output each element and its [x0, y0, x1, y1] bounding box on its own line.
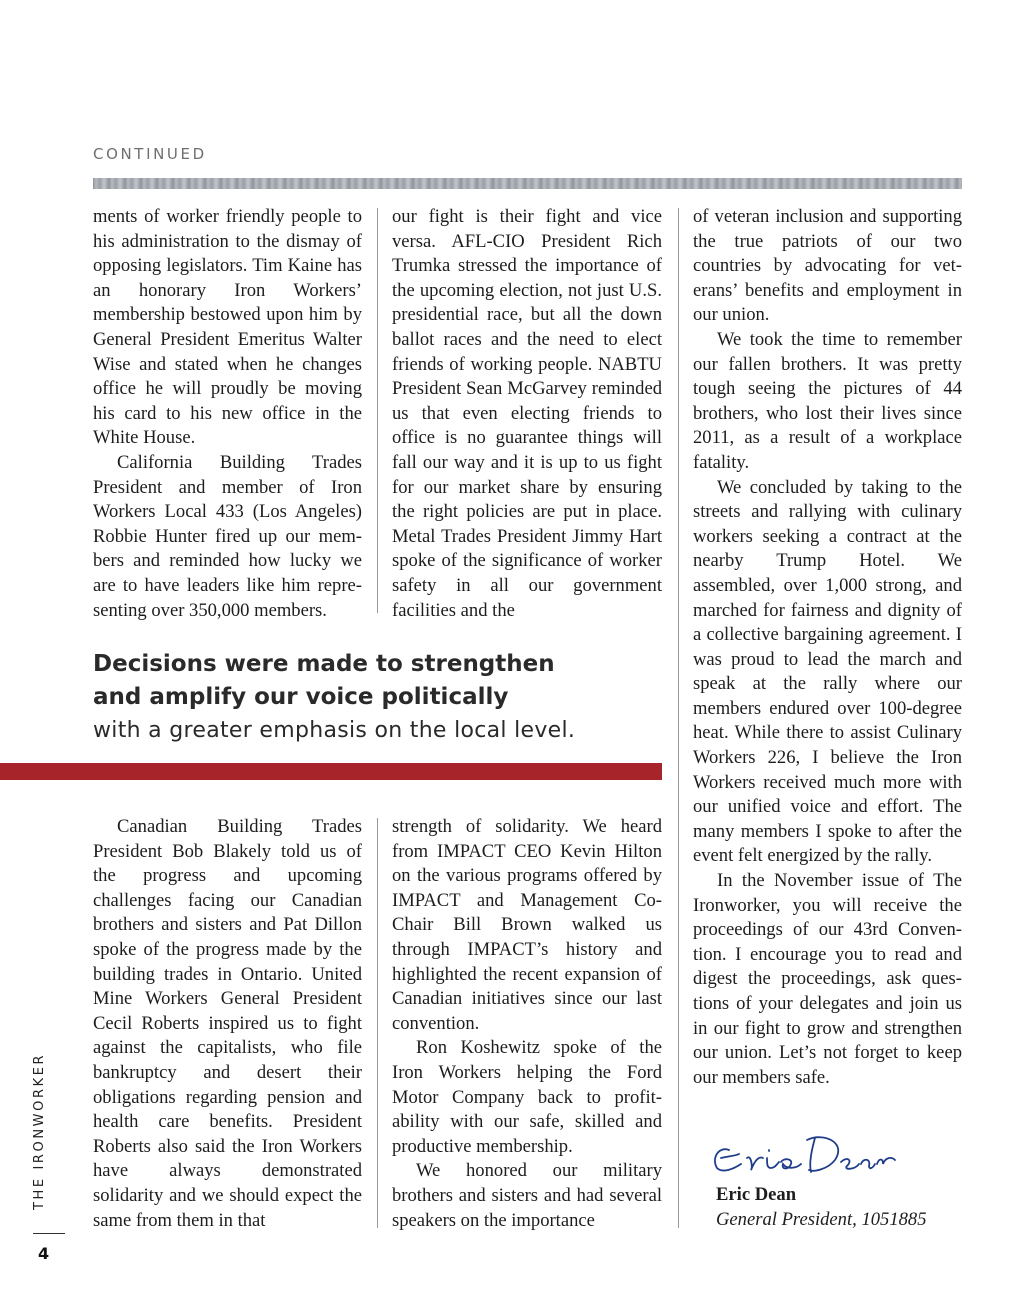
section-kicker: CONTINUED — [93, 145, 207, 163]
column-divider — [377, 208, 378, 613]
article-column-top-middle — [392, 205, 662, 623]
pull-quote-bold-line: Decisions were made to strengthen — [93, 651, 555, 677]
paragraph: our fight is their fight and vice versa. AFL-CIO President Rich Trumka stressed the importance of the upcoming election, not just U.S. presidential race, but all the down ballot races and the need to elect friends of working people. NABTU President Sean McGarvey reminded us that even electing friends to office is no guarantee things will fall our way and it is up to us fight for our market share by ensuring the right policies are put in place. Metal Trades President Jimmy Hart spoke of the significance of worker safety in all our government facilities and the — [392, 206, 662, 621]
pull-quote-light-line: with a greater emphasis on the local level. — [93, 718, 576, 743]
accent-red-bar — [0, 763, 662, 780]
pull-quote-bold-line: and amplify our voice politically — [93, 684, 509, 710]
paragraph: We honored our military brothers and sisters and had several speakers on the importance — [392, 1160, 662, 1231]
paragraph: In the November issue of The Ironworker, you will receive the proceedings of our 43rd Convention. I encourage you to read and digest the proceedings, ask questions of your delegates and join us in our fight to grow and strengthen our union. Let’s not forget to keep our members safe. — [693, 870, 962, 1088]
paragraph: We took the time to remember our fallen brothers. It was pretty tough seeing the pictures of 44 brothers, who lost their lives since 2011, as a result of a workplace fatality. — [693, 328, 962, 473]
article-column-bottom-middle — [392, 815, 662, 1233]
signoff-title: General President, 1051885 — [716, 1209, 927, 1230]
paragraph: We concluded by taking to the streets and rallying with culinary workers seeking a contract at the nearby Trump Hotel. We assembled, over 1,000 strong, and marched for fairness and dignity of a collective bargaining agreement. I was proud to lead the march and speak at the rally where our members endured over 100-degree heat. While there to assist Culinary Workers 226, I believe the Iron Workers received much more with our unified voice and effort. The many members I spoke to after the event felt energized by the rally. — [693, 476, 962, 867]
paragraph: Canadian Building Trades President Bob Blakely told us of the progress and upcoming challenges facing our Canadian brothers and sisters and Pat Dillon spoke of the progress made by the building trades in Ontario. United Mine Workers General President Cecil Roberts inspired us to fight against the capitalists, who file bankruptcy and desert their obligations regarding pension and health care benefits. President Roberts also said the Iron Workers have always demonstrated solidarity and we should expect the same from them in that — [93, 816, 362, 1231]
paragraph: of veteran inclusion and supporting the true patriots of our two countries by advocating for veterans’ benefits and employment in our union. — [693, 206, 962, 326]
article-column-right — [693, 205, 962, 1090]
header-divider-bar — [93, 178, 962, 189]
pull-quote — [93, 648, 653, 748]
paragraph: strength of solidarity. We heard from IMPACT CEO Kevin Hilton on the various programs offered by IMPACT and Management Co-Chair Bill Brown walked us through IMPACT’s history and highlighted the recent expansion of Canadian initiatives since our last convention. — [392, 816, 662, 1034]
paragraph: California Building Trades President and member of Iron Workers Local 433 (Los Angeles) Robbie Hunter fired up our members and reminded how lucky we are to have leaders like him representing over 350,000 members. — [93, 451, 362, 621]
handwritten-signature — [707, 1128, 899, 1180]
column-divider — [678, 208, 679, 1228]
publication-name: THE IRONWORKER — [32, 1052, 47, 1210]
signoff-name: Eric Dean — [716, 1184, 797, 1205]
article-column-bottom-left — [93, 815, 362, 1233]
paragraph: ments of worker friendly people to his administration to the dismay of opposing legislators. Tim Kaine has an honorary Iron Workers’ membership bestowed upon him by General President Emeritus Walter Wise and stated when he changes office he will proudly be moving his card to his new office in the White House. — [93, 206, 362, 449]
article-column-top-left — [93, 205, 362, 623]
page-number: 4 — [38, 1244, 50, 1263]
paragraph: Ron Koshewitz spoke of the Iron Workers helping the Ford Motor Company back to profitability with our safe, skilled and productive membership. — [392, 1037, 662, 1157]
column-divider — [377, 818, 378, 1228]
page-number-rule — [33, 1233, 65, 1234]
